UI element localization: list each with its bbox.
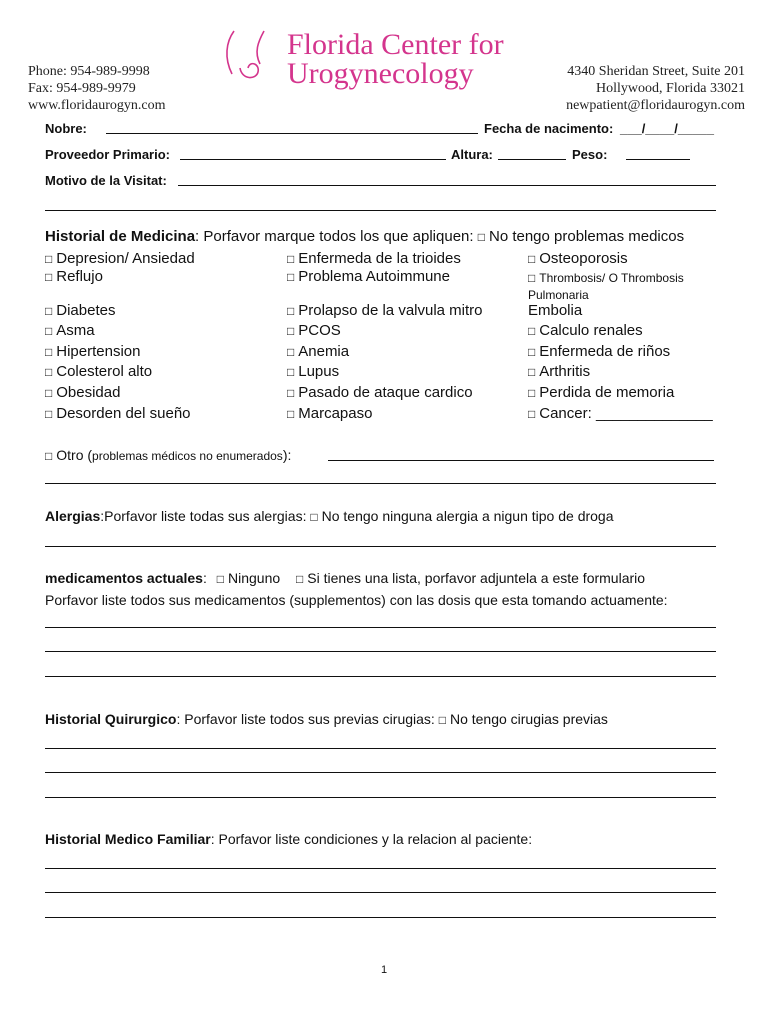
phone-text: Phone: 954-989-9998 xyxy=(28,64,150,79)
condition-item[interactable]: □ Enfermeda de la trioides xyxy=(287,250,461,267)
checkbox[interactable]: □ xyxy=(310,510,318,524)
condition-item[interactable]: □ PCOS xyxy=(287,322,341,339)
checkbox[interactable]: □ xyxy=(528,407,536,421)
allergies-heading: Alergias:Porfavor liste todas sus alergias: □ No tengo ninguna alergia a nigun tipo de droga xyxy=(45,508,614,524)
checkbox[interactable]: □ xyxy=(45,449,53,463)
checkbox[interactable]: □ xyxy=(45,345,53,359)
checkbox[interactable]: □ xyxy=(287,304,295,318)
checkbox[interactable]: □ xyxy=(528,345,536,359)
provider-label: Proveedor Primario: xyxy=(45,147,170,162)
other-conditions-label: □ Otro (problemas médicos no enumerados): xyxy=(45,447,292,463)
medications-field[interactable] xyxy=(45,651,716,652)
medical-history-heading xyxy=(45,228,684,245)
family-history-field[interactable] xyxy=(45,868,716,869)
condition-item[interactable]: □ Perdida de memoria xyxy=(528,384,675,401)
checkbox[interactable]: □ xyxy=(45,407,53,421)
checkbox[interactable]: □ xyxy=(287,270,295,284)
condition-item[interactable]: □ Lupus xyxy=(287,363,340,380)
medical-history-title: Historial de Medicina xyxy=(45,228,196,245)
condition-item[interactable]: □ Osteoporosis xyxy=(528,250,628,267)
condition-item[interactable]: □ Reflujo xyxy=(45,268,103,285)
reason-field-line2[interactable] xyxy=(45,210,716,211)
checkbox[interactable]: □ xyxy=(528,252,536,266)
condition-item[interactable]: □ Marcapaso xyxy=(287,405,373,422)
website-text: www.floridaurogyn.com xyxy=(28,98,166,113)
condition-item[interactable]: □ Asma xyxy=(45,322,95,339)
checkbox[interactable]: □ xyxy=(45,365,53,379)
checkbox[interactable]: □ xyxy=(528,324,536,338)
surgical-field[interactable] xyxy=(45,772,716,773)
checkbox[interactable]: □ xyxy=(528,271,536,285)
checkbox[interactable]: □ xyxy=(287,386,295,400)
cancer-field[interactable]: ______________ xyxy=(595,405,713,422)
condition-item[interactable]: □ Calculo renales xyxy=(528,322,643,339)
checkbox[interactable]: □ xyxy=(45,324,53,338)
no-medical-problems-label: No tengo problemas medicos xyxy=(488,228,685,245)
fax-text: Fax: 954-989-9979 xyxy=(28,81,136,96)
checkbox[interactable]: □ xyxy=(45,252,53,266)
condition-item[interactable]: □ Cancer: ______________ xyxy=(528,405,713,422)
condition-item[interactable]: □ Enfermeda de riños xyxy=(528,343,671,360)
email-text: newpatient@floridaurogyn.com xyxy=(566,98,745,113)
checkbox[interactable]: □ xyxy=(287,252,295,266)
checkbox[interactable]: □ xyxy=(287,345,295,359)
no-medications-label: Ninguno xyxy=(228,570,281,586)
attach-list-label: Si tienes una lista, porfavor adjuntela a este formulario xyxy=(307,570,646,586)
weight-label: Peso: xyxy=(572,147,608,162)
checkbox[interactable]: □ xyxy=(216,572,224,586)
checkbox[interactable]: □ xyxy=(296,572,304,586)
page-number: 1 xyxy=(381,964,388,976)
checkbox[interactable]: □ xyxy=(438,713,446,727)
surgical-field[interactable] xyxy=(45,748,716,749)
address-line1: 4340 Sheridan Street, Suite 201 xyxy=(567,64,745,79)
surgical-field[interactable] xyxy=(45,797,716,798)
medical-history-instruction: : Porfavor marque todos los que apliquen: xyxy=(195,228,474,245)
checkbox[interactable]: □ xyxy=(287,324,295,338)
condition-item[interactable]: □ Depresion/ Ansiedad xyxy=(45,250,195,267)
checkbox[interactable]: □ xyxy=(287,407,295,421)
name-label: Nobre: xyxy=(45,121,87,136)
weight-field[interactable] xyxy=(626,159,690,160)
checkbox[interactable]: □ xyxy=(528,386,536,400)
height-label: Altura: xyxy=(451,147,493,162)
family-history-field[interactable] xyxy=(45,917,716,918)
dob-label: Fecha de nacimento: xyxy=(484,121,614,136)
condition-item[interactable]: □ Colesterol alto xyxy=(45,363,153,380)
medications-field[interactable] xyxy=(45,676,716,677)
reason-label: Motivo de la Visitat: xyxy=(45,173,167,188)
checkbox[interactable]: □ xyxy=(287,365,295,379)
checkbox[interactable]: □ xyxy=(477,230,485,244)
allergies-field[interactable] xyxy=(45,546,716,547)
family-history-heading: Historial Medico Familiar: Porfavor liste condiciones y la relacion al paciente: xyxy=(45,831,533,847)
checkbox[interactable]: □ xyxy=(528,365,536,379)
checkbox[interactable]: □ xyxy=(45,270,53,284)
reason-field[interactable] xyxy=(178,185,716,186)
medications-instruction: Porfavor liste todos sus medicamentos (supplementos) con las dosis que esta tomando actuamente: xyxy=(45,592,668,608)
medications-heading: medicamentos actuales: □ Ninguno □ Si tienes una lista, porfavor adjuntela a este formulario xyxy=(45,570,646,586)
other-note: problemas médicos no enumerados xyxy=(92,449,283,463)
condition-item[interactable]: □ Thrombosis/ O Thrombosis xyxy=(528,271,684,285)
condition-item[interactable]: □ Problema Autoimmune xyxy=(287,268,450,285)
family-history-field[interactable] xyxy=(45,892,716,893)
condition-item[interactable]: □ Anemia xyxy=(287,343,350,360)
condition-item[interactable]: □ Arthritis xyxy=(528,363,591,380)
condition-item[interactable]: □ Prolapso de la valvula mitro xyxy=(287,302,483,319)
no-surgeries-label: No tengo cirugias previas xyxy=(449,711,608,727)
condition-item[interactable]: □ Hipertension xyxy=(45,343,141,360)
other-conditions-field-line2[interactable] xyxy=(45,483,716,484)
medications-field[interactable] xyxy=(45,627,716,628)
logo-icon xyxy=(220,28,280,84)
other-conditions-field[interactable] xyxy=(328,460,714,461)
surgical-heading: Historial Quirurgico: Porfavor liste todos sus previas cirugias: □ No tengo cirugias previas xyxy=(45,711,608,727)
condition-item-continued: Pulmonaria xyxy=(528,288,589,302)
no-allergies-label: No tengo ninguna alergia a nigun tipo de droga xyxy=(321,508,614,524)
checkbox[interactable]: □ xyxy=(45,304,53,318)
checkbox[interactable]: □ xyxy=(45,386,53,400)
condition-item[interactable]: □ Pasado de ataque cardico xyxy=(287,384,473,401)
dob-field[interactable]: ___/____/_____ xyxy=(620,121,714,136)
name-field[interactable] xyxy=(106,133,478,134)
provider-field[interactable] xyxy=(180,159,446,160)
condition-item-continued: Embolia xyxy=(528,302,583,319)
logo-title-line1: Florida Center for xyxy=(287,28,504,61)
condition-item[interactable]: □ Diabetes xyxy=(45,302,116,319)
address-line2: Hollywood, Florida 33021 xyxy=(596,81,745,96)
condition-item[interactable]: □ Desorden del sueño xyxy=(45,405,191,422)
height-field[interactable] xyxy=(498,159,566,160)
condition-item[interactable]: □ Obesidad xyxy=(45,384,121,401)
logo-title-line2: Urogynecology xyxy=(287,57,474,90)
